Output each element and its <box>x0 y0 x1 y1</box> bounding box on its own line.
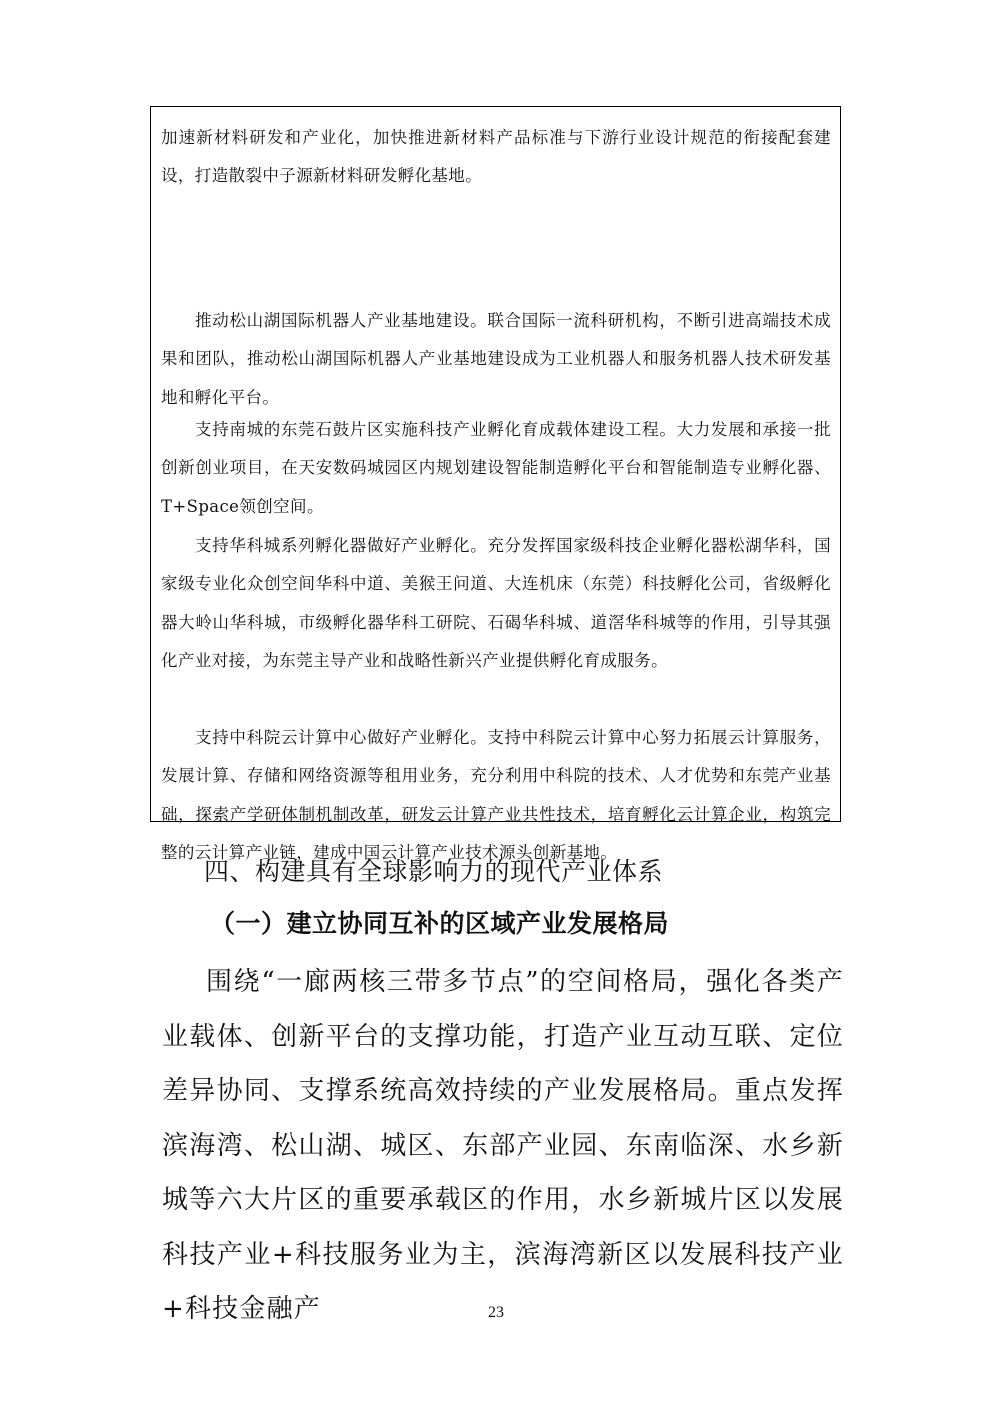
box-paragraph-continued: 加速新材料研发和产业化，加快推进新材料产品标准与下游行业设计规范的衔接配套建设，打造散裂中子源新材料研发孵化基地。 <box>161 128 831 186</box>
box-paragraph-huakecheng: 支持华科城系列孵化器做好产业孵化。充分发挥国家级科技企业孵化器松湖华科，国家级专业化众创空间华科中道、美猴王问道、大连机床（东莞）科技孵化公司，省级孵化器大岭山华科城，市级孵化器华科工研院、石碣华科城、道滘华科城等的作用，引导其强化产业对接，为东莞主导产业和战略性新兴产业提供孵化育成服务。 <box>161 536 831 670</box>
section-heading: 四、构建具有全球影响力的现代产业体系 <box>204 857 664 886</box>
text-box <box>150 106 841 862</box>
page-number: 23 <box>488 1304 504 1321</box>
subsection-heading: （一）建立协同互补的区域产业发展格局 <box>210 909 670 938</box>
box-paragraph-cloud-computing: 支持中科院云计算中心做好产业孵化。支持中科院云计算中心努力拓展云计算服务，发展计算、存储和网络资源等租用业务，充分利用中科院的技术、人才优势和东莞产业基础，探索产学研体制机制改革，研发云计算产业共性技术，培育孵化云计算企业，构筑完整的云计算产业链，建成中国云计算产业技术源头创新基地。 <box>161 728 831 862</box>
body-paragraph: 围绕“一廊两核三带多节点”的空间格局，强化各类产业载体、创新平台的支撑功能，打造产业互动互联、定位差异协同、支撑系统高效持续的产业发展格局。重点发挥滨海湾、松山湖、城区、东部产业园、东南临深、水乡新城等六大片区的重要承载区的作用，水乡新城片区以发展科技产业+科技服务业为主，滨海湾新区以发展科技产业+科技金融产 <box>162 967 844 1324</box>
box-paragraph-robot-base: 推动松山湖国际机器人产业基地建设。联合国际一流科研机构，不断引进高端技术成果和团队，推动松山湖国际机器人产业基地建设成为工业机器人和服务机器人技术研发基地和孵化平台。 <box>161 311 831 407</box>
box-paragraph-nancheng: 支持南城的东莞石鼓片区实施科技产业孵化育成载体建设工程。大力发展和承接一批创新创业项目，在天安数码城园区内规划建设智能制造孵化平台和智能制造专业孵化器、T+Space领创空间。 <box>161 420 831 516</box>
